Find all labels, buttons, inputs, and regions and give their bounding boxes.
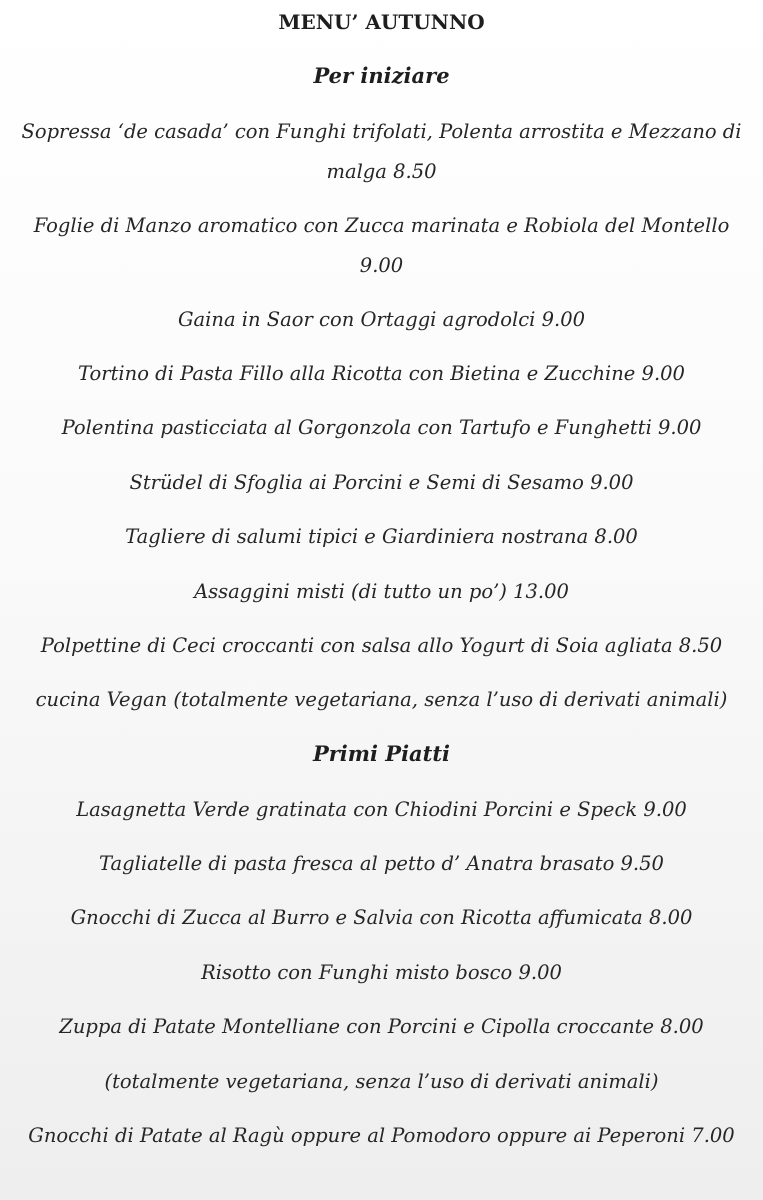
menu-item: Foglie di Manzo aromatico con Zucca marinata e Robiola del Montello 9.00: [33, 214, 730, 277]
menu-item: Assaggini misti (di tutto un po’) 13.00: [194, 580, 569, 603]
menu-item: Lasagnetta Verde gratinata con Chiodini Porcini e Speck 9.00: [76, 798, 687, 821]
menu-note-vegan: cucina Vegan (totalmente vegetariana, senza l’uso di derivati animali): [35, 688, 728, 711]
section-title-primi-piatti: Primi Piatti: [312, 741, 451, 766]
menu-item: Sopressa ‘de casada’ con Funghi trifolati, Polenta arrostita e Mezzano di malga 8.50: [21, 120, 742, 183]
menu-item: Zuppa di Patate Montelliane con Porcini e Cipolla croccante 8.00: [59, 1015, 704, 1038]
menu-item: Tagliatelle di pasta fresca al petto d’ Anatra brasato 9.50: [99, 852, 664, 875]
menu-item: Gaina in Saor con Ortaggi agrodolci 9.00: [177, 308, 586, 331]
menu-item: Tortino di Pasta Fillo alla Ricotta con Bietina e Zucchine 9.00: [78, 362, 685, 385]
section-title-per-iniziare: Per iniziare: [313, 63, 450, 88]
menu-title: MENU’ AUTUNNO: [278, 10, 485, 34]
menu-item: Risotto con Funghi misto bosco 9.00: [201, 961, 562, 984]
menu-item: Polpettine di Ceci croccanti con salsa allo Yogurt di Soia agliata 8.50: [40, 634, 723, 657]
menu-item: Gnocchi di Patate al Ragù oppure al Pomodoro oppure ai Peperoni 7.00: [28, 1124, 735, 1147]
menu-note-vegetarian: (totalmente vegetariana, senza l’uso di derivati animali): [104, 1070, 659, 1093]
menu-item: Gnocchi di Zucca al Burro e Salvia con Ricotta affumicata 8.00: [70, 906, 693, 929]
menu-item: Strüdel di Sfoglia ai Porcini e Semi di Sesamo 9.00: [129, 471, 634, 494]
menu-item: Tagliere di salumi tipici e Giardiniera nostrana 8.00: [125, 525, 638, 548]
menu-item: Polentina pasticciata al Gorgonzola con Tartufo e Funghetti 9.00: [61, 416, 702, 439]
